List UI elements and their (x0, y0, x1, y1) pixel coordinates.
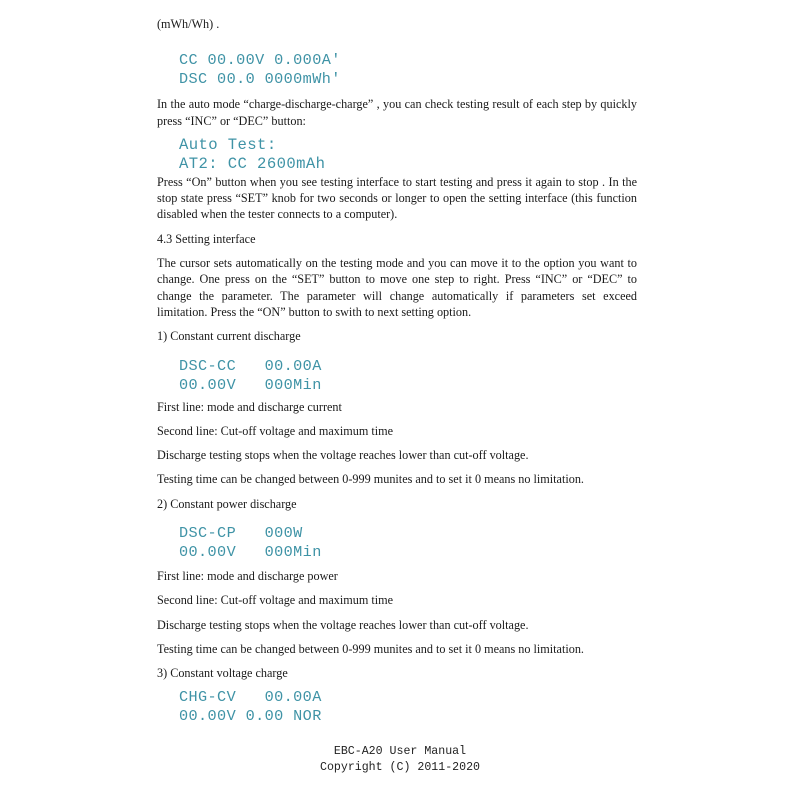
cc-heading: 1) Constant current discharge (157, 329, 301, 344)
lcd-display-dsc-cp (157, 524, 637, 562)
manual-page (157, 16, 637, 726)
on-button-paragraph: Press “On” button when you see testing interface to start testing and press it again to stop . In the stop state press “SET” knob for two seconds or longer to open the setting interface (this function disabled when the tester connects to a computer). (157, 174, 637, 222)
lcd-display-chg-cv (157, 688, 637, 726)
lcd-line-1: Auto Test: (179, 135, 277, 154)
section-heading: 4.3 Setting interface (157, 231, 256, 246)
footer-title: EBC-A20 User Manual (333, 745, 467, 758)
cv-heading: 3) Constant voltage charge (157, 666, 288, 681)
lcd-line-1: DSC-CP 000W (179, 524, 303, 543)
cp-time-desc: Testing time can be changed between 0-999 munites and to set it 0 means no limitation. (157, 641, 584, 656)
auto-mode-paragraph: In the auto mode “charge-discharge-charge” , you can check testing result of each step by quickly press “INC” or “DEC” button: (157, 97, 637, 128)
lcd-line-2: 00.00V 000Min (179, 543, 322, 562)
cc-second-line-desc: Second line: Cut-off voltage and maximum time (157, 423, 394, 438)
cp-first-line-desc: First line: mode and discharge power (157, 569, 338, 584)
lcd-display-dsc-cc (157, 357, 637, 395)
cc-first-line-desc: First line: mode and discharge current (157, 399, 342, 414)
lcd-line-2: DSC 00.0 0000mWh' (179, 70, 341, 89)
intro-unit-text: (mWh/Wh) . (157, 17, 220, 31)
lcd-display-auto-test (157, 136, 637, 174)
cursor-paragraph: The cursor sets automatically on the testing mode and you can move it to the option you want to change. One press on the “SET” button to move one step to right. Press “INC” or “DEC” to change the parameter. The parameter will change automatically if parameters set exceed limitation. Press the “ON” button to swith to next setting option. (157, 256, 637, 319)
lcd-line-1: CC 00.00V 0.000A' (179, 51, 341, 70)
lcd-line-1: DSC-CC 00.00A (179, 356, 322, 375)
cc-stop-desc: Discharge testing stops when the voltage reaches lower than cut-off voltage. (157, 448, 529, 463)
lcd-line-2: AT2: CC 2600mAh (179, 154, 326, 173)
lcd-display-cc-dsc (157, 51, 637, 89)
page-footer (0, 744, 800, 776)
cp-second-line-desc: Second line: Cut-off voltage and maximum time (157, 593, 394, 608)
cc-time-desc: Testing time can be changed between 0-999 munites and to set it 0 means no limitation. (157, 472, 584, 487)
cp-heading: 2) Constant power discharge (157, 496, 297, 511)
lcd-line-2: 00.00V 000Min (179, 375, 322, 394)
lcd-line-1: CHG-CV 00.00A (179, 687, 322, 706)
cp-stop-desc: Discharge testing stops when the voltage reaches lower than cut-off voltage. (157, 617, 529, 632)
lcd-line-2: 00.00V 0.00 NOR (179, 706, 322, 725)
footer-copyright: Copyright (C) 2011-2020 (319, 761, 481, 774)
